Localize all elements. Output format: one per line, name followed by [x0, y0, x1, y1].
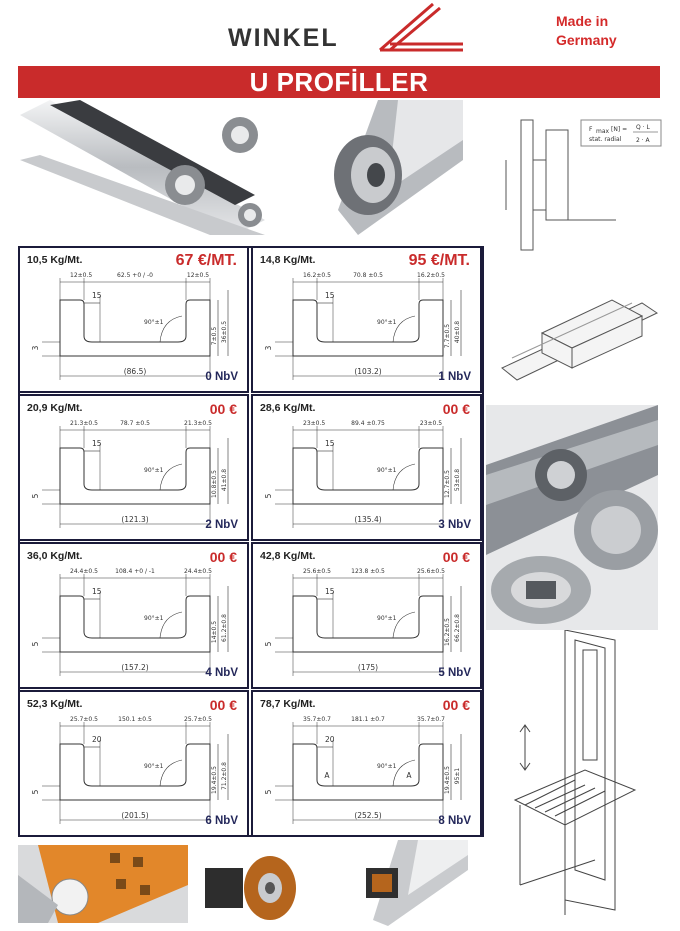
dim-height-b: 40±0.8: [454, 320, 461, 344]
dim-left-height: 5: [31, 789, 40, 795]
dim-left-height: 5: [264, 789, 273, 795]
dim-angle: 90°±1: [144, 319, 164, 326]
dim-inner: 15: [92, 291, 102, 300]
mark-a-right: A: [406, 771, 412, 780]
orange-plate-photo: [18, 845, 188, 923]
profile-model: 2 NbV: [205, 519, 238, 531]
dim-height-b: 36±0.5: [221, 320, 228, 344]
dim-left-height: 3: [31, 345, 40, 351]
profile-outline: [60, 596, 210, 652]
formula-sub: max: [596, 128, 610, 135]
dim-top-mid: 62.5 +0 / -0: [117, 272, 153, 279]
dim-height-b: 95±1: [454, 767, 461, 785]
dim-angle: 90°±1: [144, 467, 164, 474]
dim-height-a: 16.2±0.5: [444, 618, 451, 646]
dim-inner: 15: [92, 439, 102, 448]
formula-unit: [N] =: [611, 126, 628, 133]
dim-width: (175): [357, 663, 379, 672]
dim-inner: 20: [92, 735, 102, 744]
profile-model: 8 NbV: [438, 815, 471, 827]
dim-angle: 90°±1: [377, 615, 397, 622]
profile-outline: [293, 596, 443, 652]
dim-inner: 15: [92, 587, 102, 596]
dim-top-mid: 70.8 ±0.5: [353, 272, 383, 279]
formula-lhs: F: [589, 126, 593, 133]
profile-card: [18, 542, 249, 689]
profile-card: [251, 394, 482, 541]
dim-angle: 90°±1: [144, 763, 164, 770]
profile-model: 6 NbV: [205, 815, 238, 827]
profile-price: 00 €: [209, 697, 237, 713]
dim-top-right: 23±0.5: [419, 420, 443, 427]
dim-height-b: 41±0.8: [221, 468, 228, 492]
dim-top-left: 16.2±0.5: [303, 272, 331, 279]
profile-card: [18, 394, 249, 541]
dim-inner: 15: [325, 439, 335, 448]
dim-angle: 90°±1: [144, 615, 164, 622]
dim-angle: 90°±1: [377, 763, 397, 770]
mast-diagram: [486, 100, 666, 255]
profile-price: 00 €: [442, 697, 470, 713]
dim-top-right: 25.7±0.5: [184, 716, 212, 723]
profile-weight: 42,8 Kg/Mt.: [260, 550, 316, 562]
page-title: U PROFİLLER: [18, 66, 660, 98]
mast-diagram-icon: [486, 100, 666, 255]
profile-price: 00 €: [209, 401, 237, 417]
profile-price: 00 €: [442, 549, 470, 565]
profile-price: 00 €: [209, 549, 237, 565]
dim-width: (121.3): [121, 515, 149, 524]
brand-name: WINKEL: [228, 24, 339, 52]
dim-top-mid: 108.4 +0 / -1: [115, 568, 155, 575]
profile-model: 3 NbV: [438, 519, 471, 531]
dim-height-a: 7.7±0.5: [444, 323, 451, 349]
profile-outline: [60, 448, 210, 504]
dim-height-b: 53±0.8: [454, 468, 461, 492]
rail-bearing-photo: [20, 100, 265, 235]
dim-top-left: 35.7±0.7: [303, 716, 331, 723]
winkel-logo-icon: [378, 0, 468, 55]
profile-model: 5 NbV: [438, 667, 471, 679]
profile-card: [251, 542, 482, 689]
dim-width: (157.2): [121, 663, 149, 672]
profile-weight: 36,0 Kg/Mt.: [27, 550, 83, 562]
dim-angle: 90°±1: [377, 467, 397, 474]
profile-outline: [293, 744, 443, 800]
profile-card: [251, 690, 482, 837]
dim-top-mid: 150.1 ±0.5: [118, 716, 152, 723]
roller-bearing-photo: [486, 405, 658, 630]
profile-weight: 20,9 Kg/Mt.: [27, 402, 83, 414]
dim-top-left: 25.6±0.5: [303, 568, 331, 575]
dim-inner: 15: [325, 587, 335, 596]
dim-left-height: 5: [264, 641, 273, 647]
dim-inner: 15: [325, 291, 335, 300]
dim-top-mid: 181.1 ±0.7: [351, 716, 385, 723]
dim-left-height: 5: [31, 493, 40, 499]
dim-top-right: 21.3±0.5: [184, 420, 212, 427]
lift-diagram-icon: [505, 630, 655, 920]
dim-left-height: 3: [264, 345, 273, 351]
dim-height-b: 61.2±0.8: [221, 614, 228, 642]
profile-price: 00 €: [442, 401, 470, 417]
profile-weight: 10,5 Kg/Mt.: [27, 254, 83, 266]
dim-top-left: 23±0.5: [303, 420, 326, 427]
dim-width: (86.5): [123, 367, 147, 376]
dim-top-left: 21.3±0.5: [70, 420, 98, 427]
profile-price: 67 €/MT.: [175, 252, 237, 269]
dim-top-left: 24.4±0.5: [70, 568, 98, 575]
dim-height-a: 10.8±0.5: [211, 470, 218, 498]
dim-left-height: 5: [264, 493, 273, 499]
carriage-diagram: [492, 288, 662, 393]
made-in-germany: Made in Germany: [556, 13, 617, 48]
dim-top-left: 25.7±0.5: [70, 716, 98, 723]
profile-price: 95 €/MT.: [408, 252, 470, 269]
dim-height-a: 7±0.5: [211, 326, 218, 346]
profile-outline: [293, 448, 443, 504]
dim-top-mid: 78.7 ±0.5: [120, 420, 150, 427]
dim-top-mid: 123.8 ±0.5: [351, 568, 385, 575]
dim-angle: 90°±1: [377, 319, 397, 326]
profile-model: 0 NbV: [205, 371, 238, 383]
dim-height-a: 14±0.5: [211, 620, 218, 644]
dim-top-right: 12±0.5: [186, 272, 210, 279]
profile-outline: [60, 300, 210, 356]
dim-top-mid: 89.4 ±0.75: [351, 420, 385, 427]
dim-top-right: 16.2±0.5: [417, 272, 445, 279]
dim-height-a: 12.7±0.5: [444, 470, 451, 498]
profile-weight: 14,8 Kg/Mt.: [260, 254, 316, 266]
mark-a-left: A: [324, 771, 330, 780]
dim-top-right: 24.4±0.5: [184, 568, 212, 575]
dim-width: (201.5): [121, 811, 149, 820]
dim-height-a: 19.4±0.5: [211, 766, 218, 794]
dim-top-left: 12±0.5: [70, 272, 93, 279]
profile-outline: [293, 300, 443, 356]
profile-model: 4 NbV: [205, 667, 238, 679]
dim-width: (103.2): [354, 367, 382, 376]
lift-diagram: [505, 630, 655, 920]
dim-top-right: 25.6±0.5: [417, 568, 445, 575]
dim-height-b: 66.2±0.8: [454, 614, 461, 642]
rail-wheel-photo: [358, 840, 468, 926]
dim-width: (252.5): [354, 811, 382, 820]
bearing-closeup-photo: [318, 100, 463, 235]
profile-card: [18, 246, 249, 393]
dim-top-right: 35.7±0.7: [417, 716, 445, 723]
profile-weight: 52,3 Kg/Mt.: [27, 698, 83, 710]
dim-width: (135.4): [354, 515, 382, 524]
profile-outline: [60, 744, 210, 800]
dim-height-b: 71.2±0.8: [221, 762, 228, 790]
formula-denominator: 2 · A: [636, 137, 650, 144]
formula-numerator: Q · L: [636, 124, 650, 131]
bearing-photo-icon: [20, 100, 265, 235]
dim-inner: 20: [325, 735, 335, 744]
profile-weight: 28,6 Kg/Mt.: [260, 402, 316, 414]
winkel-logo: [228, 0, 468, 60]
wheel-photo: [200, 848, 300, 924]
profile-weight: 78,7 Kg/Mt.: [260, 698, 316, 710]
dim-left-height: 5: [31, 641, 40, 647]
dim-height-a: 19.4±0.5: [444, 766, 451, 794]
profile-card: [18, 690, 249, 837]
profile-card: [251, 246, 482, 393]
formula-sub2: stat. radial: [589, 136, 622, 143]
profile-model: 1 NbV: [438, 371, 471, 383]
